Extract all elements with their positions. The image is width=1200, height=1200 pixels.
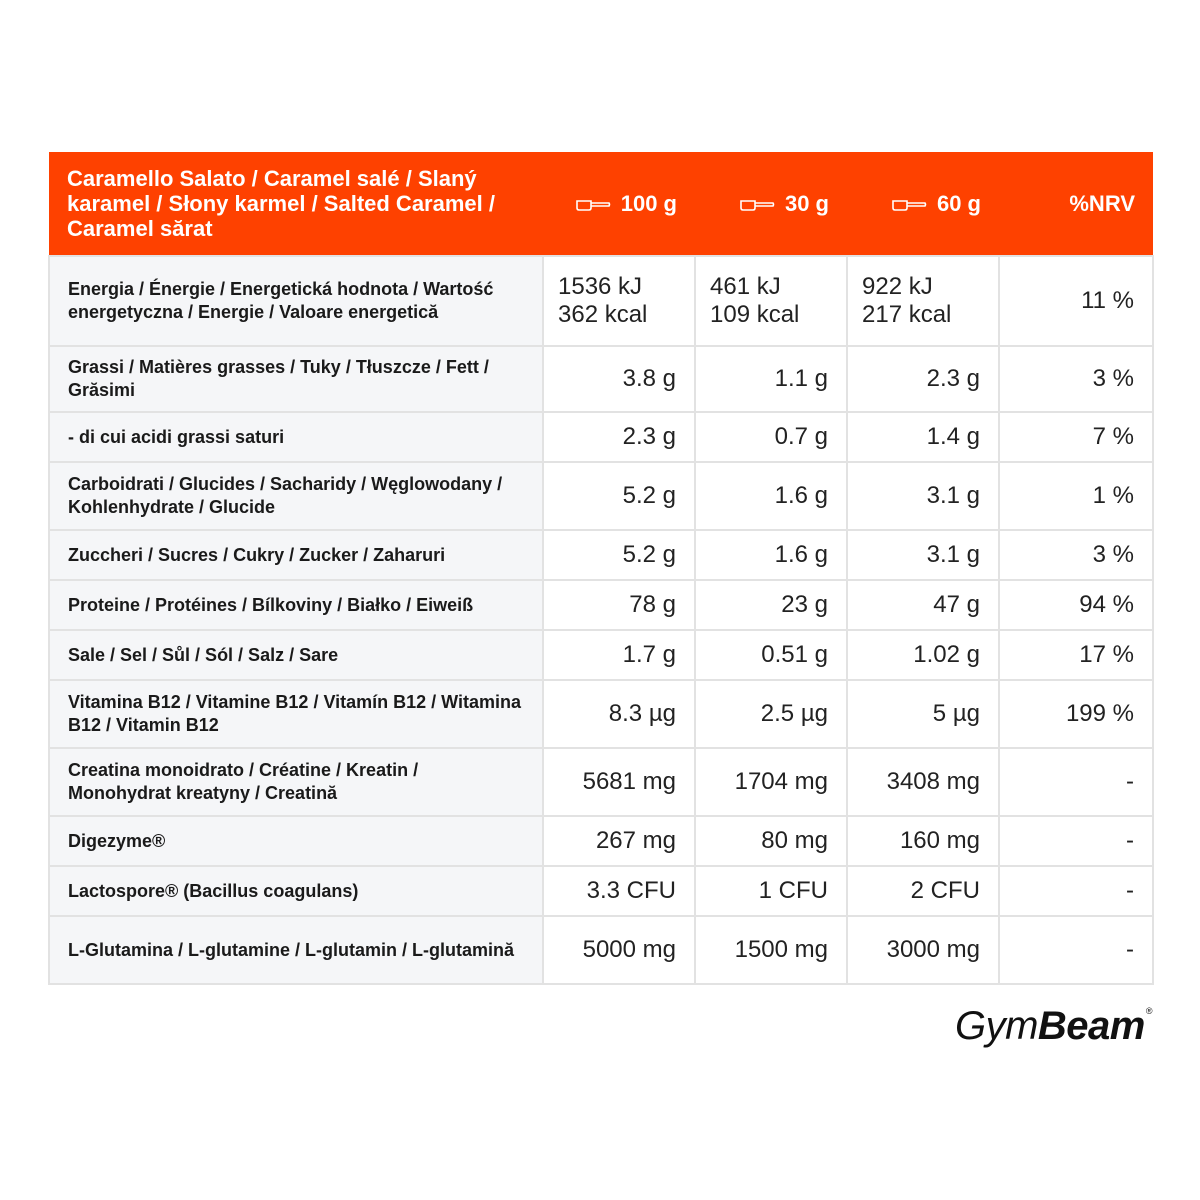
row-label: Proteine / Protéines / Bílkoviny / Białko / Eiweiß <box>49 580 543 630</box>
row-label: Sale / Sel / Sůl / Sól / Salz / Sare <box>49 630 543 680</box>
gymbeam-logo <box>955 1004 1152 1048</box>
cell-100g: 5.2 g <box>543 462 695 530</box>
cell-nrv: 11 % <box>999 256 1153 346</box>
cell-100g: 78 g <box>543 580 695 630</box>
registered-mark: ® <box>1145 1006 1152 1016</box>
row-label: Energia / Énergie / Energetická hodnota / Wartość energetyczna / Energie / Valoare energetică <box>49 256 543 346</box>
cell-nrv: 3 % <box>999 346 1153 412</box>
cell-kj: 1536 kJ <box>558 273 643 300</box>
cell-nrv: 1 % <box>999 462 1153 530</box>
table-title: Caramello Salato / Caramel salé / Slaný karamel / Słony karmel / Salted Caramel / Caramel sărat <box>49 152 543 256</box>
cell-30g: 1.6 g <box>695 530 847 580</box>
table-row-lactospore <box>49 866 1153 916</box>
scoop-icon <box>739 198 775 212</box>
cell-100g: 5000 mg <box>543 916 695 984</box>
nutrition-table-container <box>48 152 1152 985</box>
column-label: 100 g <box>620 191 677 216</box>
cell-60g: 3.1 g <box>847 530 999 580</box>
cell-nrv: 3 % <box>999 530 1153 580</box>
table-row-salt <box>49 630 1153 680</box>
table-row-digezyme <box>49 816 1153 866</box>
cell-kj: 922 kJ <box>862 273 933 300</box>
cell-30g: 1704 mg <box>695 748 847 816</box>
cell-100g: 2.3 g <box>543 412 695 462</box>
column-label: 60 g <box>936 191 981 216</box>
cell-60g: 2 CFU <box>847 866 999 916</box>
cell-100g: 3.8 g <box>543 346 695 412</box>
scoop-icon <box>575 198 611 212</box>
cell-100g: 5681 mg <box>543 748 695 816</box>
cell-30g: 0.7 g <box>695 412 847 462</box>
table-row-sugars <box>49 530 1153 580</box>
cell-30g: 1.6 g <box>695 462 847 530</box>
column-label: 30 g <box>784 191 829 216</box>
table-row-vitamin-b12 <box>49 680 1153 748</box>
row-label: Carboidrati / Glucides / Sacharidy / Węglowodany / Kohlenhydrate / Glucide <box>49 462 543 530</box>
cell-nrv: - <box>999 816 1153 866</box>
cell-nrv: 199 % <box>999 680 1153 748</box>
cell-100g: 3.3 CFU <box>543 866 695 916</box>
table-row-glutamine <box>49 916 1153 984</box>
logo-text-gym: Gym <box>954 1004 1038 1048</box>
cell-60g: 160 mg <box>847 816 999 866</box>
cell-60g: 47 g <box>847 580 999 630</box>
row-label: Zuccheri / Sucres / Cukry / Zucker / Zaharuri <box>49 530 543 580</box>
cell-kcal: 217 kcal <box>862 301 952 328</box>
cell-30g: 23 g <box>695 580 847 630</box>
table-row-energy <box>49 256 1153 346</box>
cell-100g: 267 mg <box>543 816 695 866</box>
cell-30g: 1 CFU <box>695 866 847 916</box>
table-row-carbohydrates <box>49 462 1153 530</box>
table-row-creatine <box>49 748 1153 816</box>
cell-60g: 1.4 g <box>847 412 999 462</box>
cell-kcal: 362 kcal <box>558 301 648 328</box>
column-header-30g <box>695 152 847 256</box>
cell-nrv: 7 % <box>999 412 1153 462</box>
cell-100g <box>543 256 695 346</box>
column-header-100g <box>543 152 695 256</box>
cell-nrv: - <box>999 916 1153 984</box>
cell-60g: 5 µg <box>847 680 999 748</box>
nutrition-table <box>48 152 1154 985</box>
cell-30g: 80 mg <box>695 816 847 866</box>
row-label: Creatina monoidrato / Créatine / Kreatin / Monohydrat kreatyny / Creatină <box>49 748 543 816</box>
cell-60g: 1.02 g <box>847 630 999 680</box>
row-label: Digezyme® <box>49 816 543 866</box>
cell-100g: 8.3 µg <box>543 680 695 748</box>
row-label: Vitamina B12 / Vitamine B12 / Vitamín B12 / Witamina B12 / Vitamin B12 <box>49 680 543 748</box>
cell-60g: 3.1 g <box>847 462 999 530</box>
cell-nrv: - <box>999 748 1153 816</box>
table-row-saturates <box>49 412 1153 462</box>
column-header-nrv: %NRV <box>999 152 1153 256</box>
cell-30g: 1.1 g <box>695 346 847 412</box>
cell-kj: 461 kJ <box>710 273 781 300</box>
row-label: - di cui acidi grassi saturi <box>49 412 543 462</box>
table-row-fat <box>49 346 1153 412</box>
cell-100g: 1.7 g <box>543 630 695 680</box>
cell-nrv: 17 % <box>999 630 1153 680</box>
cell-100g: 5.2 g <box>543 530 695 580</box>
scoop-icon <box>891 198 927 212</box>
cell-30g: 2.5 µg <box>695 680 847 748</box>
row-label: Lactospore® (Bacillus coagulans) <box>49 866 543 916</box>
cell-30g <box>695 256 847 346</box>
cell-60g: 3408 mg <box>847 748 999 816</box>
cell-60g: 3000 mg <box>847 916 999 984</box>
cell-60g <box>847 256 999 346</box>
cell-kcal: 109 kcal <box>710 301 800 328</box>
cell-nrv: 94 % <box>999 580 1153 630</box>
row-label: Grassi / Matières grasses / Tuky / Tłuszcze / Fett / Grăsimi <box>49 346 543 412</box>
table-row-protein <box>49 580 1153 630</box>
cell-30g: 0.51 g <box>695 630 847 680</box>
column-header-60g <box>847 152 999 256</box>
cell-60g: 2.3 g <box>847 346 999 412</box>
table-header-row <box>49 152 1153 256</box>
cell-30g: 1500 mg <box>695 916 847 984</box>
cell-nrv: - <box>999 866 1153 916</box>
row-label: L-Glutamina / L-glutamine / L-glutamin / L-glutamină <box>49 916 543 984</box>
logo-text-beam: Beam <box>1037 1004 1145 1048</box>
